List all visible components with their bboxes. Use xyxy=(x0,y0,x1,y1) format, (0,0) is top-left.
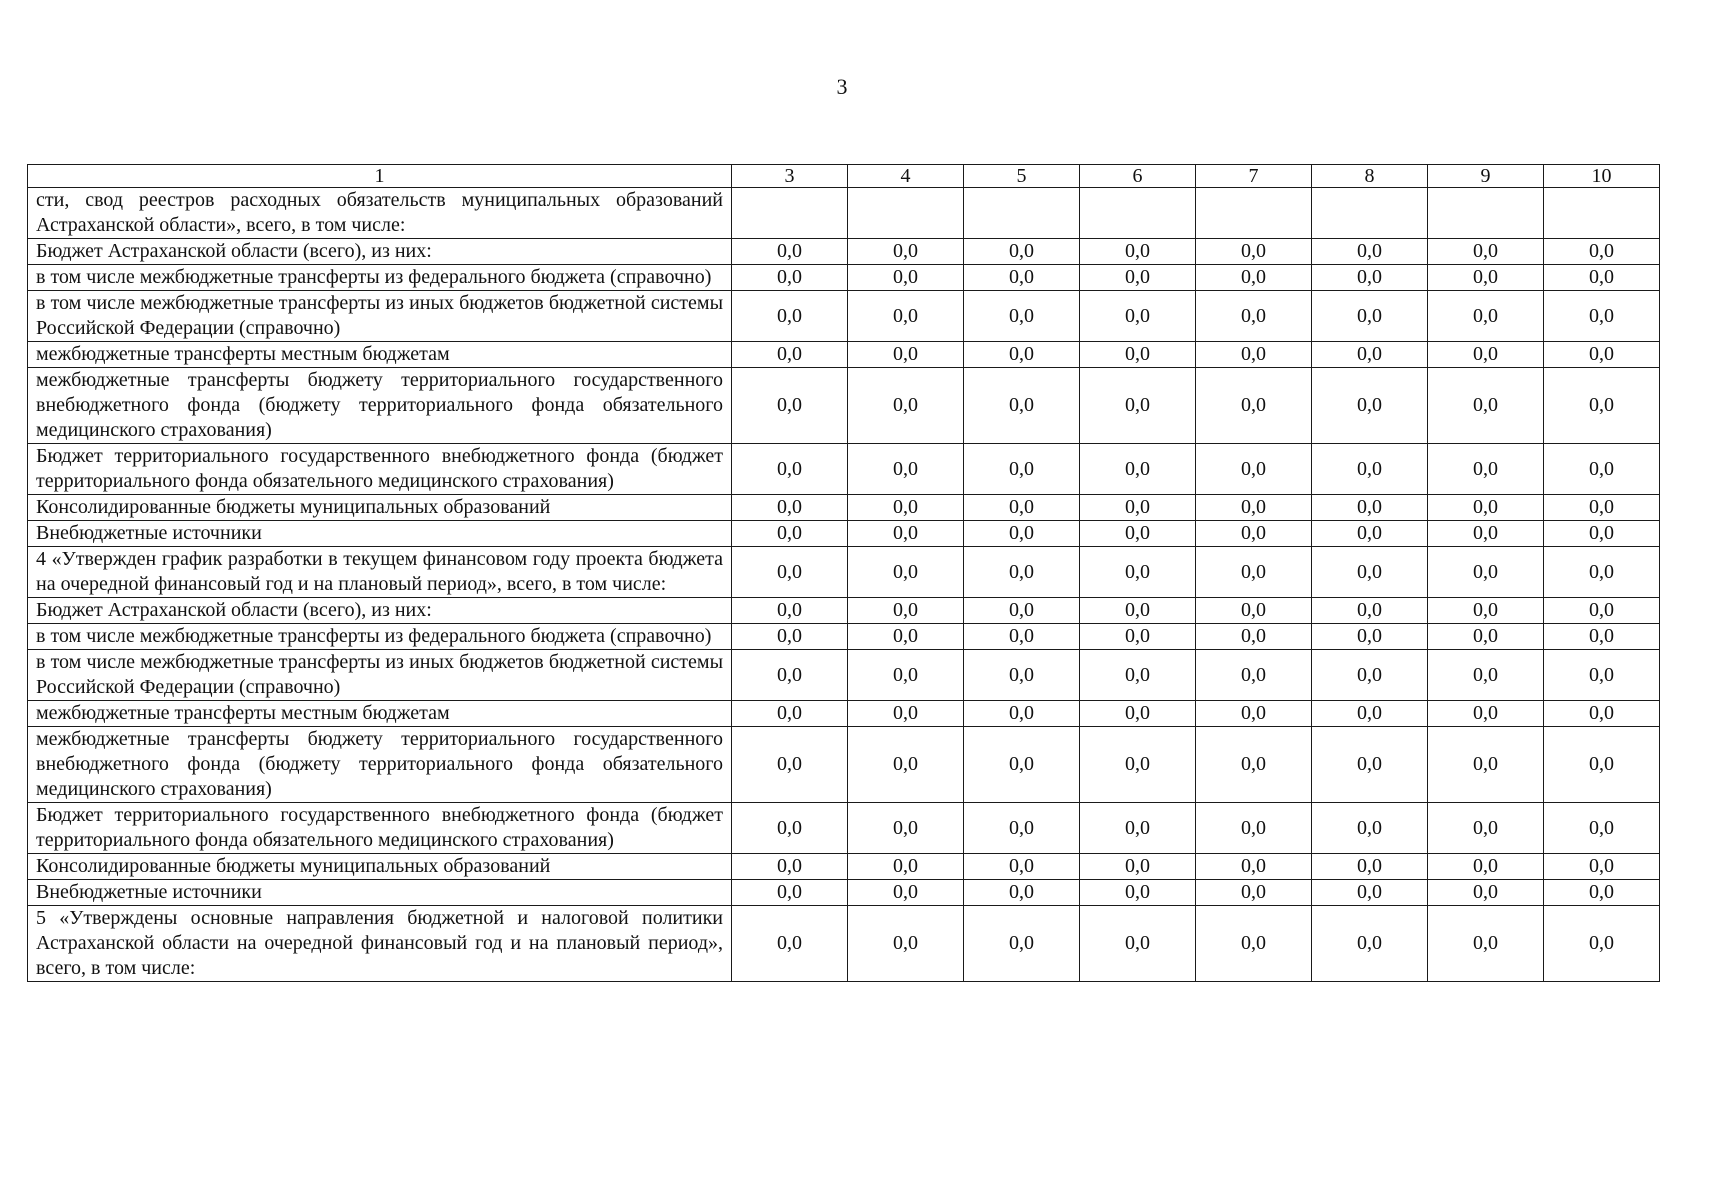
value-cell: 0,0 xyxy=(1312,650,1428,701)
table-row xyxy=(28,239,1660,265)
value-cell: 0,0 xyxy=(732,906,848,982)
row-label: Внебюджетные источники xyxy=(28,880,732,906)
value-cell: 0,0 xyxy=(848,368,964,444)
value-cell: 0,0 xyxy=(732,521,848,547)
value-cell: 0,0 xyxy=(848,701,964,727)
value-cell: 0,0 xyxy=(1080,880,1196,906)
value-cell: 0,0 xyxy=(1428,803,1544,854)
value-cell: 0,0 xyxy=(1428,291,1544,342)
value-cell: 0,0 xyxy=(848,239,964,265)
value-cell: 0,0 xyxy=(848,624,964,650)
row-label: в том числе межбюджетные трансферты из иных бюджетов бюджетной системы Российской Федерации (справочно) xyxy=(28,650,732,701)
value-cell: 0,0 xyxy=(732,495,848,521)
value-cell: 0,0 xyxy=(1196,291,1312,342)
table-row xyxy=(28,368,1660,444)
value-cell: 0,0 xyxy=(732,803,848,854)
value-cell: 0,0 xyxy=(964,624,1080,650)
value-cell xyxy=(1312,188,1428,239)
value-cell: 0,0 xyxy=(1080,854,1196,880)
value-cell: 0,0 xyxy=(1544,239,1660,265)
value-cell: 0,0 xyxy=(1428,650,1544,701)
value-cell: 0,0 xyxy=(964,368,1080,444)
table-row xyxy=(28,342,1660,368)
value-cell: 0,0 xyxy=(1312,444,1428,495)
value-cell: 0,0 xyxy=(1080,265,1196,291)
row-label: Внебюджетные источники xyxy=(28,521,732,547)
value-cell: 0,0 xyxy=(732,265,848,291)
value-cell: 0,0 xyxy=(1196,368,1312,444)
value-cell: 0,0 xyxy=(1080,701,1196,727)
value-cell: 0,0 xyxy=(1428,444,1544,495)
value-cell: 0,0 xyxy=(964,547,1080,598)
value-cell xyxy=(1428,188,1544,239)
row-label: межбюджетные трансферты бюджету территориального государственного внебюджетного фонда (бюджету территориального фонда обязательного медицинского страхования) xyxy=(28,727,732,803)
value-cell: 0,0 xyxy=(1544,598,1660,624)
value-cell: 0,0 xyxy=(1428,547,1544,598)
page-number: 3 xyxy=(836,74,848,99)
value-cell: 0,0 xyxy=(732,444,848,495)
value-cell: 0,0 xyxy=(964,239,1080,265)
row-label: межбюджетные трансферты местным бюджетам xyxy=(28,701,732,727)
value-cell: 0,0 xyxy=(1544,880,1660,906)
value-cell: 0,0 xyxy=(1080,624,1196,650)
value-cell: 0,0 xyxy=(1080,598,1196,624)
value-cell xyxy=(732,188,848,239)
budget-table xyxy=(27,164,1660,982)
value-cell: 0,0 xyxy=(1312,265,1428,291)
value-cell: 0,0 xyxy=(1544,547,1660,598)
value-cell: 0,0 xyxy=(1196,803,1312,854)
column-header-6: 7 xyxy=(1196,165,1312,188)
value-cell: 0,0 xyxy=(1196,444,1312,495)
value-cell: 0,0 xyxy=(964,906,1080,982)
value-cell: 0,0 xyxy=(1312,521,1428,547)
value-cell: 0,0 xyxy=(1196,880,1312,906)
table-row xyxy=(28,521,1660,547)
row-label: Бюджет территориального государственного внебюджетного фонда (бюджет территориального фонда обязательного медицинского страхования) xyxy=(28,444,732,495)
value-cell: 0,0 xyxy=(1080,368,1196,444)
value-cell: 0,0 xyxy=(1196,624,1312,650)
value-cell: 0,0 xyxy=(1428,368,1544,444)
row-label: в том числе межбюджетные трансферты из иных бюджетов бюджетной системы Российской Федерации (справочно) xyxy=(28,291,732,342)
value-cell xyxy=(1196,188,1312,239)
value-cell: 0,0 xyxy=(1312,239,1428,265)
row-label: 4 «Утвержден график разработки в текущем финансовом году проекта бюджета на очередной финансовый год и на плановый период», всего, в том числе: xyxy=(28,547,732,598)
value-cell: 0,0 xyxy=(1080,444,1196,495)
value-cell xyxy=(1080,188,1196,239)
value-cell: 0,0 xyxy=(964,291,1080,342)
value-cell: 0,0 xyxy=(1312,291,1428,342)
value-cell: 0,0 xyxy=(848,265,964,291)
value-cell: 0,0 xyxy=(1428,727,1544,803)
value-cell: 0,0 xyxy=(964,727,1080,803)
value-cell: 0,0 xyxy=(1080,727,1196,803)
table-row xyxy=(28,188,1660,239)
value-cell: 0,0 xyxy=(732,547,848,598)
value-cell: 0,0 xyxy=(732,291,848,342)
value-cell xyxy=(964,188,1080,239)
value-cell: 0,0 xyxy=(1428,906,1544,982)
value-cell: 0,0 xyxy=(1196,727,1312,803)
value-cell: 0,0 xyxy=(1080,239,1196,265)
table-row xyxy=(28,727,1660,803)
value-cell: 0,0 xyxy=(1312,342,1428,368)
value-cell: 0,0 xyxy=(1312,880,1428,906)
table-row xyxy=(28,701,1660,727)
value-cell: 0,0 xyxy=(1312,368,1428,444)
column-header-7: 8 xyxy=(1312,165,1428,188)
value-cell: 0,0 xyxy=(848,880,964,906)
value-cell: 0,0 xyxy=(732,598,848,624)
value-cell: 0,0 xyxy=(1544,444,1660,495)
value-cell: 0,0 xyxy=(848,291,964,342)
table-row xyxy=(28,444,1660,495)
table-row xyxy=(28,906,1660,982)
value-cell: 0,0 xyxy=(964,650,1080,701)
value-cell: 0,0 xyxy=(848,650,964,701)
value-cell: 0,0 xyxy=(1312,906,1428,982)
table-row xyxy=(28,854,1660,880)
column-header-1: 1 xyxy=(28,165,732,188)
value-cell: 0,0 xyxy=(732,368,848,444)
value-cell: 0,0 xyxy=(732,880,848,906)
value-cell: 0,0 xyxy=(1312,624,1428,650)
row-label: межбюджетные трансферты местным бюджетам xyxy=(28,342,732,368)
value-cell: 0,0 xyxy=(1428,239,1544,265)
table-row xyxy=(28,650,1660,701)
value-cell: 0,0 xyxy=(1196,598,1312,624)
value-cell: 0,0 xyxy=(964,521,1080,547)
value-cell: 0,0 xyxy=(1544,701,1660,727)
value-cell: 0,0 xyxy=(1428,701,1544,727)
value-cell: 0,0 xyxy=(1312,803,1428,854)
value-cell: 0,0 xyxy=(1544,521,1660,547)
value-cell: 0,0 xyxy=(732,239,848,265)
row-label: 5 «Утверждены основные направления бюджетной и налоговой политики Астраханской области на очередной финансовый год и на плановый период», всего, в том числе: xyxy=(28,906,732,982)
value-cell: 0,0 xyxy=(848,444,964,495)
value-cell: 0,0 xyxy=(1312,727,1428,803)
value-cell: 0,0 xyxy=(1428,598,1544,624)
column-header-2: 3 xyxy=(732,165,848,188)
value-cell: 0,0 xyxy=(1544,342,1660,368)
value-cell: 0,0 xyxy=(732,854,848,880)
column-header-3: 4 xyxy=(848,165,964,188)
value-cell: 0,0 xyxy=(1196,265,1312,291)
value-cell: 0,0 xyxy=(1312,547,1428,598)
value-cell: 0,0 xyxy=(1544,803,1660,854)
value-cell: 0,0 xyxy=(1428,495,1544,521)
value-cell: 0,0 xyxy=(1080,342,1196,368)
value-cell: 0,0 xyxy=(1544,368,1660,444)
value-cell: 0,0 xyxy=(1428,521,1544,547)
value-cell: 0,0 xyxy=(1312,598,1428,624)
value-cell: 0,0 xyxy=(1080,547,1196,598)
value-cell: 0,0 xyxy=(1080,495,1196,521)
table-row xyxy=(28,495,1660,521)
row-label: в том числе межбюджетные трансферты из федерального бюджета (справочно) xyxy=(28,265,732,291)
value-cell: 0,0 xyxy=(964,803,1080,854)
table-row xyxy=(28,547,1660,598)
column-header-5: 6 xyxy=(1080,165,1196,188)
table-body xyxy=(28,188,1660,982)
value-cell: 0,0 xyxy=(1544,727,1660,803)
value-cell: 0,0 xyxy=(1428,880,1544,906)
value-cell: 0,0 xyxy=(848,547,964,598)
value-cell: 0,0 xyxy=(1196,701,1312,727)
table-row xyxy=(28,291,1660,342)
value-cell: 0,0 xyxy=(1312,495,1428,521)
value-cell: 0,0 xyxy=(1428,265,1544,291)
table-row xyxy=(28,265,1660,291)
row-label: межбюджетные трансферты бюджету территориального государственного внебюджетного фонда (бюджету территориального фонда обязательного медицинского страхования) xyxy=(28,368,732,444)
value-cell: 0,0 xyxy=(964,598,1080,624)
value-cell: 0,0 xyxy=(732,727,848,803)
value-cell: 0,0 xyxy=(1080,906,1196,982)
value-cell: 0,0 xyxy=(964,342,1080,368)
value-cell: 0,0 xyxy=(964,495,1080,521)
column-header-4: 5 xyxy=(964,165,1080,188)
value-cell: 0,0 xyxy=(1080,650,1196,701)
value-cell xyxy=(848,188,964,239)
value-cell: 0,0 xyxy=(1544,650,1660,701)
value-cell: 0,0 xyxy=(1196,342,1312,368)
value-cell: 0,0 xyxy=(1544,265,1660,291)
value-cell: 0,0 xyxy=(1196,650,1312,701)
value-cell: 0,0 xyxy=(964,265,1080,291)
value-cell: 0,0 xyxy=(964,444,1080,495)
row-label: сти, свод реестров расходных обязательств муниципальных образований Астраханской области», всего, в том числе: xyxy=(28,188,732,239)
value-cell: 0,0 xyxy=(732,624,848,650)
row-label: Консолидированные бюджеты муниципальных образований xyxy=(28,854,732,880)
value-cell: 0,0 xyxy=(848,495,964,521)
value-cell: 0,0 xyxy=(732,650,848,701)
value-cell: 0,0 xyxy=(732,701,848,727)
table-row xyxy=(28,598,1660,624)
value-cell: 0,0 xyxy=(1428,342,1544,368)
table-row xyxy=(28,803,1660,854)
value-cell: 0,0 xyxy=(1196,239,1312,265)
value-cell: 0,0 xyxy=(1544,906,1660,982)
row-label: Консолидированные бюджеты муниципальных образований xyxy=(28,495,732,521)
value-cell: 0,0 xyxy=(964,701,1080,727)
value-cell: 0,0 xyxy=(1428,624,1544,650)
value-cell: 0,0 xyxy=(848,906,964,982)
value-cell: 0,0 xyxy=(1080,803,1196,854)
table-header-row xyxy=(28,165,1660,188)
value-cell: 0,0 xyxy=(848,727,964,803)
value-cell: 0,0 xyxy=(848,598,964,624)
row-label: Бюджет Астраханской области (всего), из них: xyxy=(28,239,732,265)
value-cell xyxy=(1544,188,1660,239)
value-cell: 0,0 xyxy=(1080,521,1196,547)
value-cell: 0,0 xyxy=(732,342,848,368)
row-label: Бюджет Астраханской области (всего), из них: xyxy=(28,598,732,624)
value-cell: 0,0 xyxy=(1544,854,1660,880)
value-cell: 0,0 xyxy=(1196,495,1312,521)
value-cell: 0,0 xyxy=(1312,701,1428,727)
table-row xyxy=(28,624,1660,650)
value-cell: 0,0 xyxy=(1544,624,1660,650)
value-cell: 0,0 xyxy=(848,854,964,880)
table-row xyxy=(28,880,1660,906)
value-cell: 0,0 xyxy=(848,803,964,854)
value-cell: 0,0 xyxy=(1196,854,1312,880)
value-cell: 0,0 xyxy=(1312,854,1428,880)
value-cell: 0,0 xyxy=(848,342,964,368)
value-cell: 0,0 xyxy=(1196,521,1312,547)
value-cell: 0,0 xyxy=(1196,547,1312,598)
row-label: в том числе межбюджетные трансферты из федерального бюджета (справочно) xyxy=(28,624,732,650)
value-cell: 0,0 xyxy=(1196,906,1312,982)
column-header-9: 10 xyxy=(1544,165,1660,188)
value-cell: 0,0 xyxy=(964,880,1080,906)
value-cell: 0,0 xyxy=(1544,495,1660,521)
value-cell: 0,0 xyxy=(1080,291,1196,342)
row-label: Бюджет территориального государственного внебюджетного фонда (бюджет территориального фонда обязательного медицинского страхования) xyxy=(28,803,732,854)
column-header-8: 9 xyxy=(1428,165,1544,188)
value-cell: 0,0 xyxy=(1544,291,1660,342)
value-cell: 0,0 xyxy=(1428,854,1544,880)
value-cell: 0,0 xyxy=(848,521,964,547)
value-cell: 0,0 xyxy=(964,854,1080,880)
